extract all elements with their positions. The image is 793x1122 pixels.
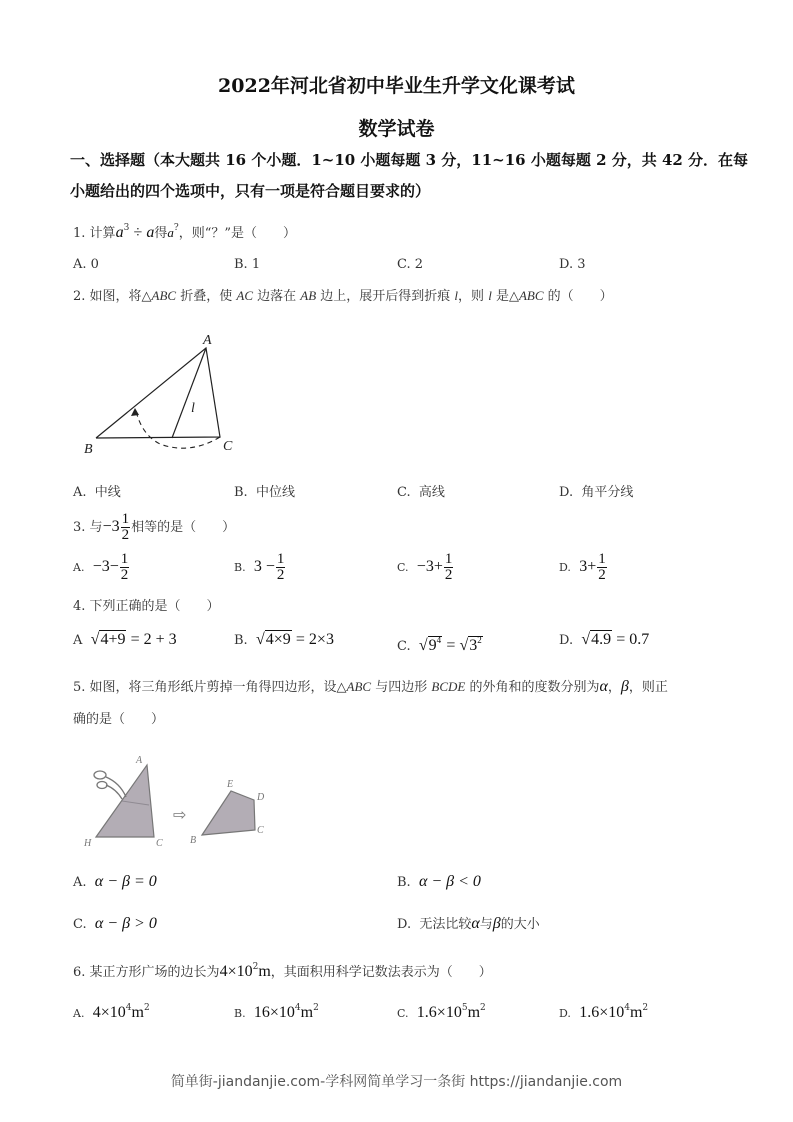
q2-option-d: D. 角平分线: [559, 485, 634, 500]
q1-option-c: C. 2: [397, 257, 424, 272]
question-4: 4. 下列正确的是（ ）: [73, 599, 220, 614]
q1-option-b: B. 1: [234, 257, 261, 272]
q3-option-d: D. 3+ $\frac{1}{2}$: [559, 551, 606, 583]
section-instructions-line2: 小题给出的四个选项中，只有一项是符合题目要求的）: [70, 182, 431, 200]
scissors-icon: [94, 771, 126, 799]
q5-option-b: B. α − β < 0: [397, 873, 481, 890]
question-6: 6. 某正方形广场的边长为$4\times 10^2m$，其面积用科学记数法表示为（ ）: [73, 962, 492, 980]
svg-text:H: H: [84, 838, 92, 849]
question-5-line2: 确的是（ ）: [73, 712, 165, 727]
svg-text:A: A: [203, 333, 212, 348]
q1-option-a: A. 0: [73, 257, 99, 272]
question-5: 5. 如图，将三角形纸片剪掉一角得四边形，设△ABC 与四边形 BCDE 的外角和的度数分别为α，β，则正: [73, 678, 668, 695]
section-instructions-line1: 一、选择题（本大题共 16 个小题．1~10 小题每题 3 分，11~16 小题每题 2 分，共 42 分．在每: [70, 151, 749, 169]
q3-option-c: C. −3+ $\frac{1}{2}$: [397, 551, 453, 583]
q4-option-d: D. √4.9 = 0.7: [559, 631, 650, 648]
svg-text:B: B: [190, 835, 197, 846]
q6-option-c: C. $1.6\times 10^5m^2$: [397, 1003, 486, 1021]
svg-text:C: C: [223, 439, 233, 454]
arrow-icon: ⇨: [173, 805, 187, 824]
q2-option-b: B. 中位线: [234, 485, 295, 500]
q4-option-b: B. √4×9 = 2×3: [234, 631, 334, 648]
exam-subtitle: 数学试卷: [358, 118, 435, 140]
svg-text:A: A: [136, 755, 143, 766]
svg-text:B: B: [84, 442, 93, 457]
svg-text:D: D: [257, 792, 265, 803]
triangle-fold-figure: [60, 320, 280, 460]
q4-option-a: A √4+9 = 2 + 3: [73, 631, 177, 648]
q3-option-a: A. −3− $\frac{1}{2}$: [73, 551, 129, 583]
q6-option-d: D. $1.6\times 10^4m^2$: [559, 1003, 649, 1021]
footer-watermark: 简单街-jiandanjie.com-学科网简单学习一条街 https://jiandanjie.com: [170, 1074, 623, 1090]
q3-option-b: B. 3 − $\frac{1}{2}$: [234, 551, 285, 583]
exam-title: 2022年河北省初中毕业生升学文化课考试: [218, 75, 575, 97]
q2-option-c: C. 高线: [397, 485, 445, 500]
svg-text:l: l: [191, 401, 195, 416]
q5-option-a: A. α − β = 0: [73, 873, 157, 890]
svg-text:E: E: [227, 779, 234, 790]
q5-option-d: D. 无法比较α与β的大小: [397, 915, 540, 932]
q5-option-c: C. α − β > 0: [73, 915, 157, 932]
q2-option-a: A. 中线: [73, 485, 121, 500]
svg-text:C: C: [156, 838, 163, 849]
question-1: 1. 计算$a^3 \div a$得a?，则“？”是（ ）: [73, 223, 296, 241]
question-3: 3. 与−3 $\frac{1}{2}$ 相等的是（ ）: [73, 511, 236, 543]
cut-triangle-figure: [70, 745, 290, 855]
svg-text:C: C: [257, 825, 264, 836]
q6-option-a: A. $4\times 10^4m^2$: [73, 1003, 150, 1021]
q4-option-c: C. $√9^4 = √3^2$: [397, 635, 482, 654]
question-2: 2. 如图，将△ABC 折叠，使 AC 边落在 AB 边上，展开后得到折痕 l，则 l 是△ABC 的（ ）: [73, 288, 613, 304]
q6-option-b: B. $16\times 10^4m^2$: [234, 1003, 319, 1021]
q1-option-d: D. 3: [559, 257, 586, 272]
